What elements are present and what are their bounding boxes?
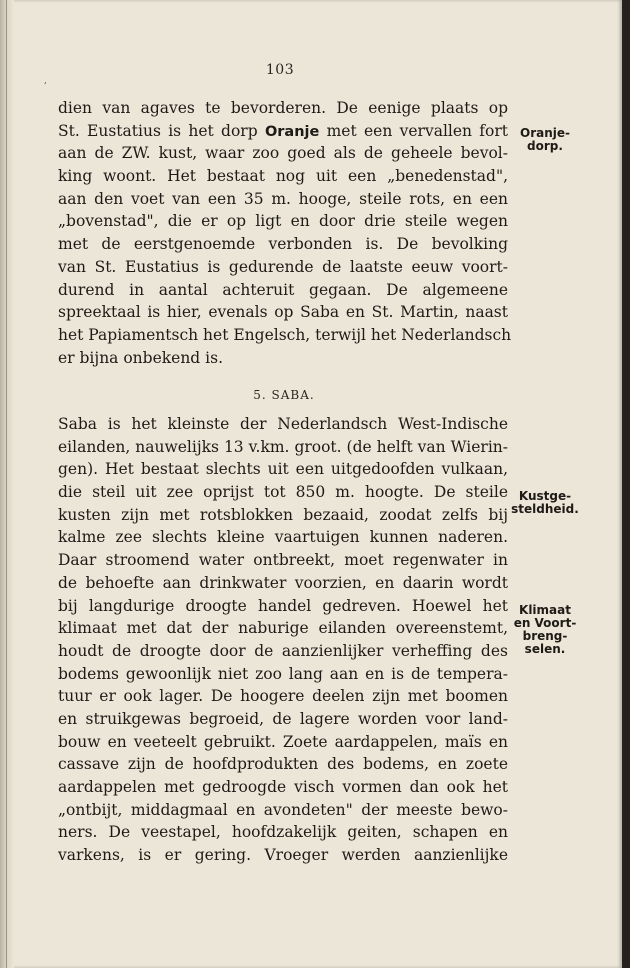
margin-note-line: Oranje- <box>520 126 570 140</box>
margin-note-line: en Voort- <box>513 616 577 630</box>
text-line: aan den voet van een 35 m. hooge, steile rots, en een <box>58 189 508 208</box>
margin-note-kustgesteldheid <box>510 490 580 516</box>
text-line: ners. De veestapel, hoofdzakelijk geiten, schapen en <box>58 823 508 842</box>
margin-note-klimaat <box>510 604 580 656</box>
text-line: durend in aantal achteruit gegaan. De algemeene <box>58 280 508 299</box>
text-line <box>58 120 508 143</box>
text-line: tuur er ook lager. De hoogere deelen zijn met boomen <box>58 687 508 706</box>
place-name-bold: Oranje <box>264 123 320 140</box>
text-line: er bijna onbekend is. <box>58 348 223 367</box>
text-line: het Papiamentsch het Engelsch, terwijl het Nederlandsch <box>58 325 512 344</box>
text-line: Daar stroomend water ontbreekt, moet regenwater in <box>58 551 508 570</box>
text-line: bij langdurige droogte handel gedreven. Hoewel het <box>58 596 508 615</box>
text-line: kusten zijn met rotsblokken bezaaid, zoodat zelfs bij <box>58 505 508 524</box>
text-line: klimaat met dat der naburige eilanden overeenstemt, <box>58 619 508 638</box>
text-line: en struikgewas begroeid, de lagere worden voor land- <box>58 709 508 728</box>
text-run: St. Eustatius is het dorp <box>58 121 265 140</box>
text-line: kalme zee slechts kleine vaartuigen kunnen naderen. <box>58 528 508 547</box>
text-line: spreektaal is hier, evenals op Saba en St. Martin, naast <box>58 303 508 322</box>
scan-right-border <box>622 0 630 968</box>
margin-note-line: dorp. <box>527 139 563 153</box>
margin-note-line: Klimaat <box>519 603 571 617</box>
margin-mark: , <box>44 76 47 86</box>
margin-note-line: Kustge- <box>518 489 572 503</box>
margin-note-oranjedorp <box>510 127 580 153</box>
text-line: aan de ZW. kust, waar zoo goed als de geheele bevol- <box>58 144 508 163</box>
paragraph-saba <box>58 413 508 867</box>
text-line: eilanden, nauwelijks 13 v.km. groot. (de helft van Wierin- <box>58 437 508 456</box>
section-heading: 5. SABA. <box>253 388 315 402</box>
text-line: „ontbijt, middagmaal en avondeten" der meeste bewo- <box>58 800 508 819</box>
binding-line <box>6 0 7 968</box>
margin-note-line: selen. <box>524 642 566 656</box>
text-line: „bovenstad", die er op ligt en door drie steile wegen <box>58 212 508 231</box>
text-line: varkens, is er gering. Vroeger werden aanzienlijke <box>58 846 508 865</box>
text-run: met een vervallen fort <box>319 121 509 140</box>
page-binding-shadow <box>0 0 14 968</box>
margin-note-line: breng- <box>522 629 568 643</box>
paragraph-sint-eustatius <box>58 97 512 369</box>
text-line: Saba is het kleinste der Nederlandsch West-Indische <box>58 415 508 433</box>
text-line: king woont. Het bestaat nog uit een „benedenstad", <box>58 167 508 186</box>
text-line: houdt de droogte door de aanzienlijker verheffing des <box>58 641 508 660</box>
text-line: van St. Eustatius is gedurende de laatste eeuw voort- <box>58 257 508 276</box>
text-line: aardappelen met gedroogde visch vormen dan ook het <box>58 778 508 796</box>
text-line: cassave zijn de hoofdprodukten des bodems, en zoete <box>58 755 508 774</box>
text-line: dien van agaves te bevorderen. De eenige plaats op <box>58 99 508 117</box>
text-line: bouw en veeteelt gebruikt. Zoete aardappelen, maïs en <box>58 732 508 751</box>
text-line: die steil uit zee oprijst tot 850 m. hoogte. De steile <box>58 483 508 502</box>
text-line: de behoefte aan drinkwater voorzien, en daarin wordt <box>58 573 508 592</box>
text-line: gen). Het bestaat slechts uit een uitgedoofden vulkaan, <box>58 460 508 479</box>
text-line: bodems gewoonlijk niet zoo lang aan en is de tempera- <box>58 664 508 683</box>
text-line: met de eerstgenoemde verbonden is. De bevolking <box>58 235 508 254</box>
margin-note-line: steldheid. <box>511 502 579 516</box>
page-number: 103 <box>265 62 295 78</box>
